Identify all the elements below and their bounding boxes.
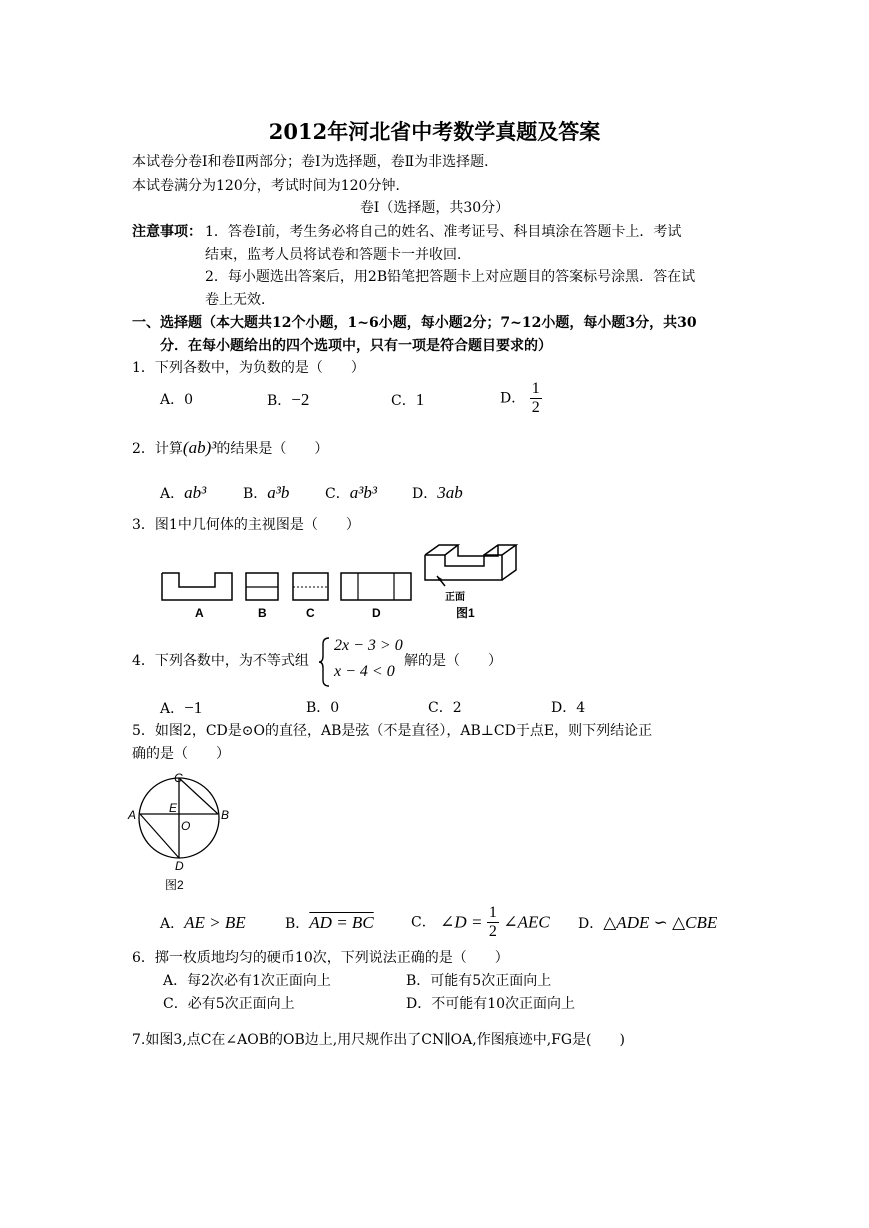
q6-option-a: A．每2次必有1次正面向上 — [163, 973, 331, 989]
q1-option-a: A．0 — [160, 392, 194, 408]
q3-stem: 3．图1中几何体的主视图是（ ） — [132, 517, 360, 533]
figure1-label: 图1 — [456, 606, 475, 620]
notice-item-1-cont: 结束，监考人员将试卷和答题卡一并收回． — [205, 247, 471, 263]
point-e: E — [169, 801, 178, 815]
notice-item-2: 2．每小题选出答案后，用2B铅笔把答题卡上对应题目的答案标号涂黑．答在试 — [205, 269, 696, 285]
intro-line-1: 本试卷分卷Ⅰ和卷Ⅱ两部分；卷Ⅰ为选择题，卷Ⅱ为非选择题． — [132, 154, 499, 170]
front-label: 正面 — [445, 592, 465, 603]
q4-option-b: B．0 — [306, 700, 340, 716]
point-a: A — [128, 808, 137, 822]
q5-stem-2: 确的是（ ） — [132, 746, 230, 762]
label-d: D — [372, 606, 381, 620]
q2-option-b: B．a³b — [243, 483, 290, 502]
label-b: B — [258, 606, 267, 620]
q1-option-c: C．1 — [391, 390, 425, 409]
q2-stem: 2．计算(ab)³的结果是（ ） — [132, 438, 329, 457]
q3-figure — [155, 540, 535, 625]
q6-option-d: D．不可能有10次正面向上 — [406, 996, 576, 1012]
q1-stem: 1．下列各数中，为负数的是（ ） — [132, 360, 365, 376]
option-a-view — [162, 573, 232, 600]
q4-brace — [317, 636, 333, 688]
q1-fraction: $\frac{1}{2}$ — [531, 380, 540, 416]
figure1-solid — [425, 545, 516, 580]
q4-stem-post: 解的是（ ） — [404, 653, 502, 669]
q4-option-c: C．2 — [428, 700, 462, 716]
q1-option-b: B．−2 — [267, 390, 310, 409]
point-o: O — [181, 819, 191, 833]
section-header: 卷Ⅰ（选择题，共30分） — [359, 200, 510, 216]
part1-line-1: 一、选择题（本大题共12个小题，1~6小题，每小题2分；7~12小题，每小题3分，共30 — [132, 315, 697, 331]
q1-option-d: D． $\frac{1}{2}$ — [500, 380, 540, 416]
q7-stem: 7.如图3,点C在∠AOB的OB边上,用尺规作出了CN∥OA,作图痕迹中,FG是( ) — [132, 1032, 625, 1048]
q5-option-c: C． ∠D = $\frac{1}{2}$ ∠AEC — [411, 904, 550, 940]
point-c: C — [174, 771, 183, 785]
q2-option-a: A．ab³ — [160, 483, 207, 502]
notice-label: 注意事项： — [132, 224, 202, 240]
q4-ineq-1: 2x − 3 > 0 — [334, 637, 403, 654]
point-d: D — [175, 859, 184, 873]
q5-stem-1: 5．如图2，CD是⊙O的直径，AB是弦（不是直径），AB⊥CD于点E，则下列结论正 — [132, 723, 653, 739]
q2-option-d: D．3ab — [412, 483, 463, 502]
label-c: C — [306, 606, 315, 620]
q5-figure — [125, 770, 235, 895]
figure2-label: 图2 — [165, 878, 184, 892]
q4-ineq-2: x − 4 < 0 — [334, 663, 395, 680]
label-a: A — [195, 606, 204, 620]
q6-stem: 6．掷一枚质地均匀的硬币10次，下列说法正确的是（ ） — [132, 950, 509, 966]
q4-option-d: D．4 — [551, 700, 586, 716]
page-title: 2012年河北省中考数学真题及答案 — [268, 119, 601, 144]
intro-line-2: 本试卷满分为120分，考试时间为120分钟． — [132, 178, 410, 194]
q6-option-b: B．可能有5次正面向上 — [406, 973, 552, 989]
notice-item-1: 1．答卷Ⅰ前，考生务必将自己的姓名、准考证号、科目填涂在答题卡上．考试 — [205, 224, 682, 240]
q5-option-a: A．AE > BE — [160, 913, 246, 932]
q5-option-d: D．△ADE ∽ △CBE — [578, 913, 718, 932]
q5-fraction: $\frac{1}{2}$ — [488, 904, 497, 940]
q2-option-c: C．a³b³ — [325, 483, 377, 502]
point-b: B — [221, 808, 230, 822]
q4-option-a: A．−1 — [160, 698, 203, 717]
q4-stem-pre: 4．下列各数中，为不等式组 — [132, 653, 309, 669]
part1-line-2: 分．在每小题给出的四个选项中，只有一项是符合题目要求的） — [160, 338, 552, 354]
q5-option-b: B．AD = BC — [285, 913, 374, 932]
notice-item-2-cont: 卷上无效． — [205, 292, 275, 308]
q6-option-c: C．必有5次正面向上 — [163, 996, 295, 1012]
option-d-view — [341, 573, 411, 600]
